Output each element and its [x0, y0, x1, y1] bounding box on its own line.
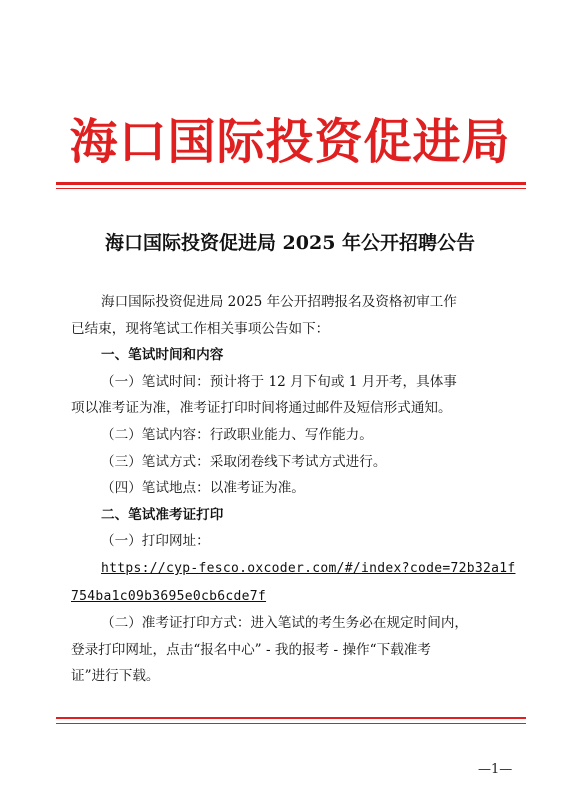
print-url-link-line1[interactable]: https://cyp-fesco.oxcoder.com/#/index?code=72b32a1f	[101, 560, 516, 576]
print-url-link-line2[interactable]: 754ba1c09b3695e0cb6cde7f	[71, 588, 267, 604]
print-url-label: （一）打印网址：	[101, 533, 210, 550]
section-heading-exam: 一、笔试时间和内容	[101, 347, 224, 364]
exam-location-item: （四）笔试地点：以准考证为准。	[101, 480, 305, 497]
exam-content-item: （二）笔试内容：行政职业能力、写作能力。	[101, 426, 373, 443]
exam-time-item: （一）笔试时间：预计将于 12 月下旬或 1 月开考，具体事	[101, 373, 457, 390]
footer-rule-thin	[56, 723, 526, 724]
print-method-item-cont: 登录打印网址，点击“报名中心” - 我的报考 - 操作“下载准考	[71, 641, 431, 658]
exam-time-item-cont: 项以准考证为准，准考证打印时间将通过邮件及短信形式通知。	[71, 400, 452, 417]
exam-method-item: （三）笔试方式：采取闭卷线下考试方式进行。	[101, 453, 387, 470]
print-url-link-cont[interactable]	[71, 583, 517, 611]
intro-paragraph: 海口国际投资促进局 2025 年公开招聘报名及资格初审工作	[101, 294, 457, 310]
document-title: 海口国际投资促进局 2025 年公开招聘公告	[104, 232, 476, 254]
print-url-link[interactable]	[71, 555, 517, 583]
page-number: —1—	[478, 762, 513, 777]
document-body	[71, 289, 517, 690]
header-rule-thin	[56, 188, 526, 189]
header-rule-thick	[56, 182, 526, 185]
org-header: 海口国际投资促进局	[69, 114, 511, 170]
print-method-item-end: 证”进行下载。	[71, 668, 160, 685]
intro-paragraph-cont: 已结束，现将笔试工作相关事项公告如下：	[71, 320, 330, 337]
section-heading-admission: 二、笔试准考证打印	[101, 506, 224, 523]
print-method-item: （二）准考证打印方式：进入笔试的考生务必在规定时间内，	[101, 615, 469, 632]
footer-rule-thick	[56, 717, 526, 719]
